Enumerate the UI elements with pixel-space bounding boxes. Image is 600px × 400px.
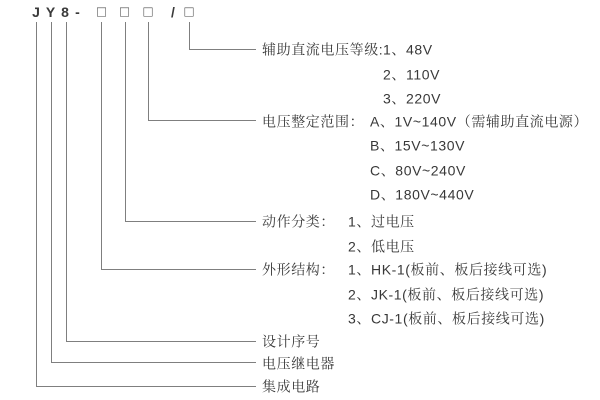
option-structure-2: 2、JK-1(板前、板后接线可选) bbox=[348, 286, 545, 303]
label-voltage-range: 电压整定范围： bbox=[262, 113, 365, 130]
model-char-8: 8 bbox=[61, 4, 69, 20]
model-char-dash: - bbox=[75, 4, 80, 20]
option-range-c: C、80V~240V bbox=[370, 162, 466, 179]
label-integrated-circuit: 集成电路 bbox=[262, 378, 321, 395]
label-aux-dc-voltage: 辅助直流电压等级: bbox=[262, 41, 384, 58]
label-design-serial: 设计序号 bbox=[262, 333, 321, 350]
option-action-2: 2、低电压 bbox=[348, 238, 415, 255]
model-char-slash: / bbox=[171, 4, 175, 20]
option-range-d: D、180V~440V bbox=[370, 186, 475, 203]
model-box-4: □ bbox=[184, 3, 194, 21]
option-action-1: 1、过电压 bbox=[348, 213, 415, 230]
connector-integrated-circuit bbox=[36, 22, 256, 387]
option-range-b: B、15V~130V bbox=[370, 137, 466, 154]
option-aux-dc-1: 1、48V bbox=[383, 41, 433, 58]
option-range-a: A、1V~140V（需辅助直流电源） bbox=[370, 113, 589, 130]
model-box-2: □ bbox=[119, 3, 130, 21]
model-box-3: □ bbox=[143, 3, 153, 21]
model-char-j: J bbox=[32, 4, 40, 20]
option-structure-1: 1、HK-1(板前、板后接线可选) bbox=[348, 261, 548, 278]
label-action-category: 动作分类： bbox=[262, 213, 335, 230]
option-aux-dc-2: 2、110V bbox=[383, 66, 441, 83]
option-aux-dc-3: 3、220V bbox=[383, 90, 442, 107]
label-structure: 外形结构： bbox=[262, 261, 335, 278]
option-structure-3: 3、CJ-1(板前、板后接线可选) bbox=[348, 310, 545, 327]
model-box-1: □ bbox=[96, 3, 107, 21]
model-char-y: Y bbox=[45, 4, 56, 20]
label-voltage-relay: 电压继电器 bbox=[262, 355, 335, 372]
